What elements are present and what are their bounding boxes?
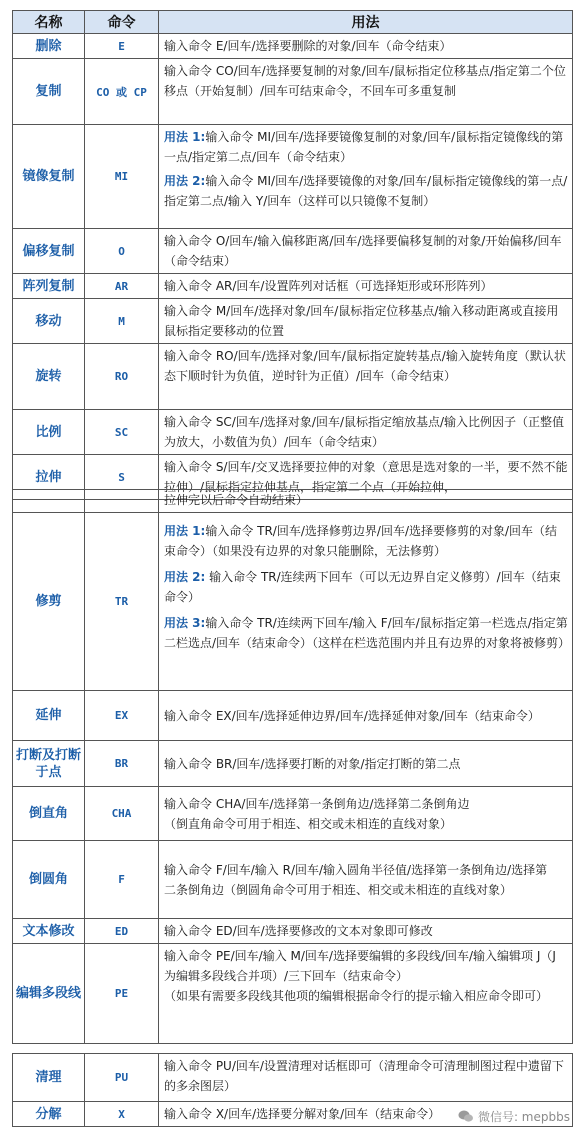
table-row	[13, 299, 573, 344]
command-code: CO 或 CP	[85, 59, 159, 125]
command-usage: 输入命令 BR/回车/选择要打断的对象/指定打断的第二点	[159, 741, 573, 787]
command-name: 删除	[13, 34, 85, 59]
command-usage: 输入命令 PU/回车/设置清理对话框即可（清理命令可清理制图过程中遗留下的多余图层）	[159, 1054, 573, 1102]
command-name: 拉伸	[13, 455, 85, 500]
command-name: 倒圆角	[13, 841, 85, 919]
command-usage: 输入命令 F/回车/输入 R/回车/输入圆角半径值/选择第一条倒角边/选择第 二条倒角边（倒圆角命令可用于相连、相交或未相连的直线对象）	[159, 841, 573, 919]
table-row	[13, 919, 573, 944]
command-name: 复制	[13, 59, 85, 125]
command-name: 倒直角	[13, 787, 85, 841]
table-row	[13, 490, 573, 513]
table-row	[13, 274, 573, 299]
header-usage: 用法	[159, 11, 573, 34]
command-usage: 输入命令 PE/回车/输入 M/回车/选择要编辑的多段线/回车/输入编辑项 J（J 为编辑多段线合并项）/三下回车（结束命令） （如果有需要多段线其他项的编辑根据命令行的提示输入相应命令即可）	[159, 944, 573, 1044]
command-code: PU	[85, 1054, 159, 1102]
command-name: 偏移复制	[13, 229, 85, 274]
table-row	[13, 125, 573, 229]
table-row	[13, 410, 573, 455]
wechat-icon	[458, 1110, 474, 1123]
command-name: 延伸	[13, 691, 85, 741]
watermark	[458, 1108, 570, 1125]
usage-label: 用法 2:	[164, 174, 206, 188]
table-row	[13, 1054, 573, 1102]
table-row	[13, 841, 573, 919]
command-code: EX	[85, 691, 159, 741]
table-row	[13, 741, 573, 787]
command-name: 分解	[13, 1102, 85, 1127]
command-code: RO	[85, 344, 159, 410]
command-usage: 输入命令 CO/回车/选择要复制的对象/回车/鼠标指定位移基点/指定第二个位移点（开始复制）/回车可结束命令，不回车可多重复制	[159, 59, 573, 125]
command-name: 编辑多段线	[13, 944, 85, 1044]
command-name: 修剪	[13, 513, 85, 691]
header-name: 名称	[13, 11, 85, 34]
command-code: F	[85, 841, 159, 919]
table-row	[13, 787, 573, 841]
usage-label: 用法 1:	[164, 130, 206, 144]
command-table-2	[12, 489, 573, 1044]
table-header-row	[13, 11, 573, 34]
table-row	[13, 344, 573, 410]
command-usage-continued: 拉伸完以后命令自动结束）	[159, 490, 573, 513]
command-code: PE	[85, 944, 159, 1044]
command-usage: 输入命令 AR/回车/设置阵列对话框（可选择矩形或环形阵列）	[159, 274, 573, 299]
table-row	[13, 34, 573, 59]
command-code: M	[85, 299, 159, 344]
command-code: BR	[85, 741, 159, 787]
table-row	[13, 59, 573, 125]
command-name: 打断及打断于点	[13, 741, 85, 787]
command-code: ED	[85, 919, 159, 944]
command-code: E	[85, 34, 159, 59]
command-usage: 输入命令 EX/回车/选择延伸边界/回车/选择延伸对象/回车（结束命令）	[159, 691, 573, 741]
command-code: MI	[85, 125, 159, 229]
command-name: 移动	[13, 299, 85, 344]
command-name: 阵列复制	[13, 274, 85, 299]
command-name: 文本修改	[13, 919, 85, 944]
command-usage: 输入命令 ED/回车/选择要修改的文本对象即可修改	[159, 919, 573, 944]
command-name: 镜像复制	[13, 125, 85, 229]
watermark-text: 微信号: mepbbs	[477, 1110, 570, 1124]
command-code: TR	[85, 513, 159, 691]
command-name: 比例	[13, 410, 85, 455]
command-code: AR	[85, 274, 159, 299]
usage-label: 用法 3:	[164, 616, 206, 630]
table-row	[13, 229, 573, 274]
command-code: O	[85, 229, 159, 274]
usage-label: 用法 1:	[164, 524, 206, 538]
command-code: CHA	[85, 787, 159, 841]
command-code: X	[85, 1102, 159, 1127]
table-row	[13, 944, 573, 1044]
command-usage: 输入命令 X/回车/选择要分解对象/回车（结束命令）	[159, 1102, 573, 1127]
table-row	[13, 513, 573, 691]
command-usage: 输入命令 S/回车/交叉选择要拉伸的对象（意思是选对象的一半，要不然不能拉伸）/鼠标指定拉伸基点，指定第二个点（开始拉伸，	[159, 455, 573, 500]
command-code: SC	[85, 410, 159, 455]
command-table-1	[12, 10, 573, 500]
command-usage: 输入命令 SC/回车/选择对象/回车/鼠标指定缩放基点/输入比例因子（正整值为放大，小数值为负）/回车（命令结束）	[159, 410, 573, 455]
table-row	[13, 691, 573, 741]
command-usage: 输入命令 RO/回车/选择对象/回车/鼠标指定旋转基点/输入旋转角度（默认状态下顺时针为负值，逆时针为正值）/回车（命令结束）	[159, 344, 573, 410]
header-command: 命令	[85, 11, 159, 34]
command-usage: 输入命令 M/回车/选择对象/回车/鼠标指定位移基点/输入移动距离或直接用鼠标指定要移动的位置	[159, 299, 573, 344]
command-code: S	[85, 455, 159, 500]
command-usage: 输入命令 O/回车/输入偏移距离/回车/选择要偏移复制的对象/开始偏移/回车（命令结束）	[159, 229, 573, 274]
command-name: 旋转	[13, 344, 85, 410]
command-usage: 用法 1:输入命令 MI/回车/选择要镜像复制的对象/回车/鼠标指定镜像线的第一点/指定第二点/回车（命令结束） 用法 2:输入命令 MI/回车/选择要镜像的对象/回车/鼠标指定镜像线的第一点/指定第二点/输入 Y/回车（这样可以只镜像不复制）	[159, 125, 573, 229]
command-usage: 输入命令 CHA/回车/选择第一条倒角边/选择第二条倒角边 （倒直角命令可用于相连、相交或未相连的直线对象）	[159, 787, 573, 841]
command-name: 清理	[13, 1054, 85, 1102]
command-usage: 用法 1:输入命令 TR/回车/选择修剪边界/回车/选择要修剪的对象/回车（结束命令）（如果没有边界的对象只能删除，无法修剪） 用法 2: 输入命令 TR/连续两下回车（可以无边界自定义修剪）/回车（结束命令） 用法 3:输入命令 TR/连续两下回车/输入 F/回车/鼠标指定第一栏选点/指定第二栏选点/回车（结束命令）（这样在栏选范围内并且有边界的对象将被修剪）	[159, 513, 573, 691]
command-usage: 输入命令 E/回车/选择要删除的对象/回车（命令结束）	[159, 34, 573, 59]
usage-label: 用法 2:	[164, 570, 206, 584]
